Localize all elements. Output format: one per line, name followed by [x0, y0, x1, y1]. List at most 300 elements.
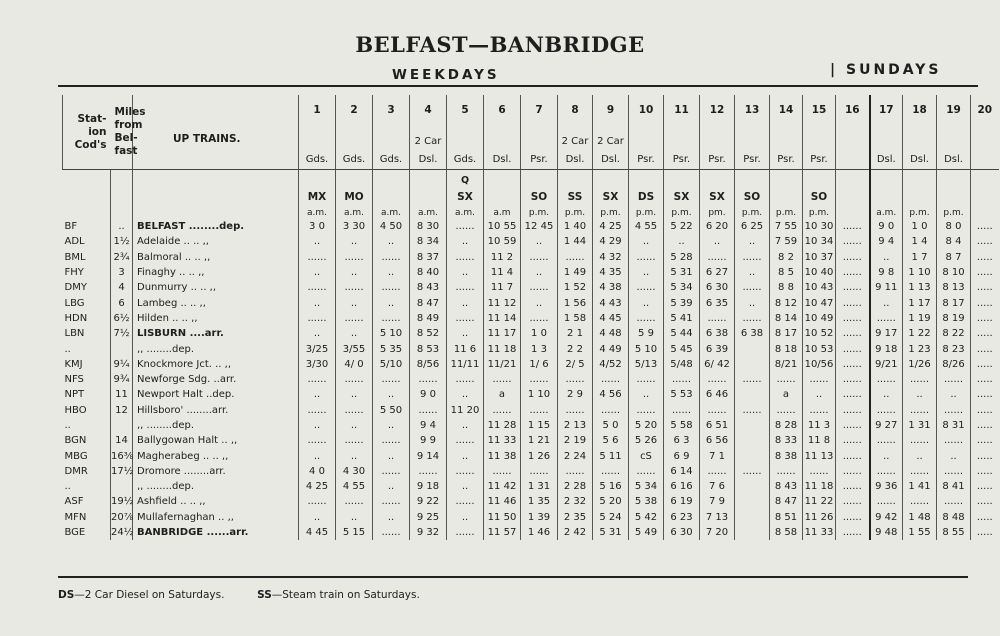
- train-code-3: [373, 188, 410, 206]
- time-cell: ......: [447, 250, 484, 265]
- time-cell: 4 48: [593, 326, 629, 341]
- time-cell: ......: [770, 464, 803, 479]
- train-code-top-14: [770, 170, 803, 189]
- time-cell: 5 28: [664, 250, 700, 265]
- time-cell: 11 42: [484, 479, 521, 494]
- station-code: DMY: [64, 282, 87, 294]
- time-cell: [735, 357, 770, 372]
- time-cell: ..: [521, 265, 558, 280]
- time-cell: 8 10: [937, 265, 971, 280]
- station-name: ,, ........dep.: [133, 479, 299, 494]
- time-cell: ......: [770, 372, 803, 387]
- station-miles: 24½: [111, 525, 133, 540]
- time-cell: 1 31: [903, 418, 937, 433]
- time-cell: 8 30: [410, 219, 447, 234]
- spacer: [133, 188, 299, 206]
- time-cell: 1 52: [558, 280, 593, 295]
- time-cell: 4 30: [336, 464, 373, 479]
- station-row: [63, 326, 999, 341]
- spacer: [111, 206, 133, 219]
- time-cell: 9/21: [870, 357, 903, 372]
- time-cell: 1 55: [903, 525, 937, 540]
- station-row: [63, 357, 999, 372]
- time-cell: 2 2: [558, 341, 593, 356]
- time-cell: .....: [971, 525, 999, 540]
- time-cell: ......: [447, 525, 484, 540]
- time-cell: 6 19: [664, 494, 700, 509]
- station-miles: 7½: [111, 326, 133, 341]
- time-cell: ......: [903, 464, 937, 479]
- train-ampm-8: p.m.: [558, 206, 593, 219]
- station-miles: 1½: [111, 234, 133, 249]
- train-ampm-19: p.m.: [937, 206, 971, 219]
- station-code: ..: [64, 481, 71, 493]
- time-cell: 8 19: [937, 311, 971, 326]
- time-cell: ......: [373, 250, 410, 265]
- train-cars-3: [373, 125, 410, 149]
- time-cell: 9 8: [870, 265, 903, 280]
- time-cell: 1 23: [903, 341, 937, 356]
- time-cell: ......: [629, 403, 664, 418]
- time-cell: 5 31: [664, 265, 700, 280]
- time-cell: 1 21: [521, 433, 558, 448]
- time-cell: 10 37: [803, 250, 836, 265]
- train-code-11: SX: [664, 188, 700, 206]
- station-code: BML: [64, 251, 86, 263]
- time-cell: 8 12: [770, 295, 803, 310]
- train-number-1: 1: [299, 95, 336, 125]
- station-miles: 11: [111, 387, 133, 402]
- station-row: [63, 510, 999, 525]
- train-ampm-1: a.m.: [299, 206, 336, 219]
- time-cell: 11 14: [484, 311, 521, 326]
- footnotes: [58, 589, 420, 601]
- train-type-11: Psr.: [664, 149, 700, 170]
- time-cell: 1 35: [521, 494, 558, 509]
- time-cell: ......: [903, 433, 937, 448]
- time-cell: 1 46: [521, 525, 558, 540]
- direction-header: UP TRAINS.: [133, 95, 299, 170]
- time-cell: 1 13: [903, 280, 937, 295]
- time-cell: 8 22: [937, 326, 971, 341]
- station-code: NFS: [64, 374, 84, 386]
- time-cell: 5 0: [593, 418, 629, 433]
- train-type-6: Dsl.: [484, 149, 521, 170]
- time-cell: 2 28: [558, 479, 593, 494]
- time-cell: 11 17: [484, 326, 521, 341]
- train-code-18: [903, 188, 937, 206]
- time-cell: ..: [299, 295, 336, 310]
- station-miles: ..: [111, 219, 133, 234]
- time-cell: ......: [336, 250, 373, 265]
- time-cell: ......: [700, 403, 735, 418]
- time-cell: ..: [336, 265, 373, 280]
- time-cell: 1 39: [521, 510, 558, 525]
- time-cell: 8 53: [410, 341, 447, 356]
- time-cell: 9 18: [870, 341, 903, 356]
- train-ampm-10: p.m.: [629, 206, 664, 219]
- time-cell: 12 45: [521, 219, 558, 234]
- time-cell: 9 9: [410, 433, 447, 448]
- time-cell: ......: [870, 372, 903, 387]
- time-cell: 11 12: [484, 295, 521, 310]
- time-cell: 8 47: [770, 494, 803, 509]
- time-cell: 5 20: [629, 418, 664, 433]
- time-cell: 10 52: [803, 326, 836, 341]
- train-type-8: Dsl.: [558, 149, 593, 170]
- train-type-17: Dsl.: [870, 149, 903, 170]
- time-cell: 6 20: [700, 219, 735, 234]
- time-cell: .....: [971, 341, 999, 356]
- time-cell: ......: [870, 403, 903, 418]
- train-number-4: 4: [410, 95, 447, 125]
- station-code: BF: [64, 221, 78, 233]
- time-cell: .....: [971, 510, 999, 525]
- time-cell: ......: [373, 525, 410, 540]
- train-type-15: Psr.: [803, 149, 836, 170]
- station-name: Ashfield .. .. ,,: [133, 494, 299, 509]
- time-cell: ......: [629, 311, 664, 326]
- time-cell: ..: [937, 387, 971, 402]
- time-cell: 1 41: [903, 479, 937, 494]
- station-row: [63, 448, 999, 463]
- time-cell: 8 41: [937, 479, 971, 494]
- time-cell: 5 20: [593, 494, 629, 509]
- time-cell: ..: [447, 418, 484, 433]
- time-cell: 1 56: [558, 295, 593, 310]
- time-cell: ......: [447, 464, 484, 479]
- time-cell: 6 46: [700, 387, 735, 402]
- train-code-6: [484, 188, 521, 206]
- footnote-text-ss: —Steam train on Saturdays.: [271, 589, 420, 601]
- time-cell: 9 25: [410, 510, 447, 525]
- time-cell: ..: [629, 265, 664, 280]
- station-row: [63, 464, 999, 479]
- station-row: [63, 433, 999, 448]
- time-cell: 5 24: [593, 510, 629, 525]
- train-number-18: 18: [903, 95, 937, 125]
- time-cell: ......: [521, 372, 558, 387]
- time-cell: 5 44: [664, 326, 700, 341]
- time-cell: 6 30: [664, 525, 700, 540]
- time-cell: 8 52: [410, 326, 447, 341]
- time-cell: ......: [629, 250, 664, 265]
- time-cell: ..: [336, 234, 373, 249]
- time-cell: 6 51: [700, 418, 735, 433]
- train-type-18: Dsl.: [903, 149, 937, 170]
- time-cell: 11 46: [484, 494, 521, 509]
- time-cell: ..: [700, 234, 735, 249]
- time-cell: ......: [336, 280, 373, 295]
- time-cell: 9 27: [870, 418, 903, 433]
- time-cell: 11 20: [447, 403, 484, 418]
- station-miles: [111, 418, 133, 433]
- station-code: BGE: [64, 527, 86, 539]
- time-cell: 2 32: [558, 494, 593, 509]
- time-cell: ......: [836, 357, 870, 372]
- time-cell: ......: [836, 494, 870, 509]
- time-cell: ......: [521, 311, 558, 326]
- station-name: Knockmore Jct. .. ,,: [133, 357, 299, 372]
- time-cell: [735, 525, 770, 540]
- train-code-20: [971, 188, 999, 206]
- spacer: [63, 206, 111, 219]
- station-name: BANBRIDGE ......arr.: [133, 525, 299, 540]
- time-cell: ......: [558, 372, 593, 387]
- time-cell: 8 31: [937, 418, 971, 433]
- train-code-top-10: [629, 170, 664, 189]
- station-code: LBN: [64, 328, 85, 340]
- station-miles: 3: [111, 265, 133, 280]
- station-name: LISBURN ....arr.: [133, 326, 299, 341]
- time-cell: 1 49: [558, 265, 593, 280]
- train-number-3: 3: [373, 95, 410, 125]
- train-cars-14: [770, 125, 803, 149]
- train-code-top-3: [373, 170, 410, 189]
- train-code-4: [410, 188, 447, 206]
- spacer: [133, 170, 299, 189]
- time-cell: [735, 479, 770, 494]
- station-miles: [111, 479, 133, 494]
- train-type-12: Psr.: [700, 149, 735, 170]
- time-cell: 8 17: [937, 295, 971, 310]
- time-cell: 4 32: [593, 250, 629, 265]
- time-cell: [735, 387, 770, 402]
- time-cell: 4 45: [593, 311, 629, 326]
- time-cell: ......: [836, 418, 870, 433]
- time-cell: 9 4: [870, 234, 903, 249]
- time-cell: ......: [410, 372, 447, 387]
- time-cell: 6 38: [700, 326, 735, 341]
- train-cars-2: [336, 125, 373, 149]
- time-cell: ..: [373, 448, 410, 463]
- time-cell: ..: [447, 510, 484, 525]
- time-cell: ......: [521, 464, 558, 479]
- time-cell: 6 38: [735, 326, 770, 341]
- time-cell: ......: [836, 341, 870, 356]
- time-cell: a: [484, 387, 521, 402]
- time-cell: ......: [484, 464, 521, 479]
- station-code: MFN: [64, 511, 87, 523]
- time-cell: .....: [971, 372, 999, 387]
- time-cell: 4 55: [336, 479, 373, 494]
- time-cell: 8 58: [770, 525, 803, 540]
- time-cell: 5 11: [593, 448, 629, 463]
- time-cell: 11 6: [447, 341, 484, 356]
- time-cell: 9 18: [410, 479, 447, 494]
- time-cell: 5 9: [629, 326, 664, 341]
- train-number-8: 8: [558, 95, 593, 125]
- time-cell: 5/13: [629, 357, 664, 372]
- station-miles: 16⅜: [111, 448, 133, 463]
- time-cell: ......: [593, 372, 629, 387]
- time-cell: 5 26: [629, 433, 664, 448]
- time-cell: ......: [836, 464, 870, 479]
- station-row: [63, 387, 999, 402]
- train-number-5: 5: [447, 95, 484, 125]
- station-row: [63, 341, 999, 356]
- time-cell: ..: [937, 448, 971, 463]
- train-ampm-15: p.m.: [803, 206, 836, 219]
- time-cell: 5 45: [664, 341, 700, 356]
- train-code-13: SO: [735, 188, 770, 206]
- train-cars-17: [870, 125, 903, 149]
- time-cell: ..: [903, 387, 937, 402]
- time-cell: 4 35: [593, 265, 629, 280]
- time-cell: ..: [447, 479, 484, 494]
- time-cell: ......: [410, 403, 447, 418]
- time-cell: 8 55: [937, 525, 971, 540]
- time-cell: ..: [521, 295, 558, 310]
- train-ampm-14: p.m.: [770, 206, 803, 219]
- train-number-9: 9: [593, 95, 629, 125]
- time-cell: 4 49: [593, 341, 629, 356]
- time-cell: .....: [971, 219, 999, 234]
- time-cell: 1 4: [903, 234, 937, 249]
- time-cell: 8/26: [937, 357, 971, 372]
- train-number-16: 16: [836, 95, 870, 125]
- footnote-text-ds: —2 Car Diesel on Saturdays.: [74, 589, 225, 601]
- time-cell: ......: [629, 280, 664, 295]
- time-cell: [735, 418, 770, 433]
- time-cell: 8 37: [410, 250, 447, 265]
- time-cell: ......: [836, 265, 870, 280]
- station-row: [63, 219, 999, 234]
- train-type-5: Gds.: [447, 149, 484, 170]
- time-cell: ..: [629, 295, 664, 310]
- time-cell: ......: [836, 234, 870, 249]
- train-cars-11: [664, 125, 700, 149]
- train-ampm-17: a.m.: [870, 206, 903, 219]
- station-code-header: Stat- ion Cod's: [63, 95, 111, 170]
- station-row: [63, 250, 999, 265]
- time-cell: ..: [903, 448, 937, 463]
- time-cell: 8 28: [770, 418, 803, 433]
- time-cell: 10 43: [803, 280, 836, 295]
- time-cell: 11 26: [803, 510, 836, 525]
- station-row: [63, 234, 999, 249]
- train-ampm-6: a.m: [484, 206, 521, 219]
- time-cell: 11 38: [484, 448, 521, 463]
- time-cell: 5 6: [593, 433, 629, 448]
- time-cell: ......: [664, 372, 700, 387]
- time-cell: 6 25: [735, 219, 770, 234]
- train-type-14: Psr.: [770, 149, 803, 170]
- time-cell: ......: [836, 510, 870, 525]
- time-cell: ..: [373, 479, 410, 494]
- station-name: Ballygowan Halt .. ,,: [133, 433, 299, 448]
- time-cell: ..: [373, 265, 410, 280]
- time-cell: 8 48: [937, 510, 971, 525]
- time-cell: 11 3: [803, 418, 836, 433]
- time-cell: ......: [447, 219, 484, 234]
- time-cell: .....: [971, 479, 999, 494]
- train-cars-10: [629, 125, 664, 149]
- time-cell: 1/26: [903, 357, 937, 372]
- train-code-top-13: [735, 170, 770, 189]
- time-cell: 2/ 5: [558, 357, 593, 372]
- station-code: HDN: [64, 312, 88, 324]
- time-cell: 6 30: [700, 280, 735, 295]
- time-cell: 8 33: [770, 433, 803, 448]
- time-cell: 9 0: [410, 387, 447, 402]
- station-miles: 9¼: [111, 357, 133, 372]
- time-cell: 5 16: [593, 479, 629, 494]
- time-cell: 10 59: [484, 234, 521, 249]
- time-cell: 11 22: [803, 494, 836, 509]
- train-number-10: 10: [629, 95, 664, 125]
- train-cars-7: [521, 125, 558, 149]
- time-cell: ......: [836, 479, 870, 494]
- train-ampm-13: p.m.: [735, 206, 770, 219]
- timetable: [62, 95, 999, 540]
- time-cell: ..: [447, 234, 484, 249]
- time-cell: ..: [299, 387, 336, 402]
- time-cell: 8/56: [410, 357, 447, 372]
- train-ampm-11: p.m.: [664, 206, 700, 219]
- time-cell: ..: [870, 295, 903, 310]
- station-row: [63, 372, 999, 387]
- train-number-7: 7: [521, 95, 558, 125]
- time-cell: ......: [299, 311, 336, 326]
- top-rule: [58, 85, 978, 87]
- spacer: [111, 170, 133, 189]
- train-code-7: SO: [521, 188, 558, 206]
- station-code: FHY: [64, 267, 84, 279]
- time-cell: [735, 341, 770, 356]
- train-code-top-18: [903, 170, 937, 189]
- time-cell: 10/56: [803, 357, 836, 372]
- time-cell: ..: [373, 510, 410, 525]
- time-cell: [735, 510, 770, 525]
- train-number-15: 15: [803, 95, 836, 125]
- station-name: Hillsboro' ........arr.: [133, 403, 299, 418]
- time-cell: 8 34: [410, 234, 447, 249]
- time-cell: ......: [336, 433, 373, 448]
- time-cell: 1 7: [903, 250, 937, 265]
- time-cell: ..: [447, 326, 484, 341]
- time-cell: ......: [447, 494, 484, 509]
- train-type-10: Psr.: [629, 149, 664, 170]
- time-cell: ......: [735, 403, 770, 418]
- station-row: [63, 525, 999, 540]
- station-row: [63, 479, 999, 494]
- train-code-8: SS: [558, 188, 593, 206]
- time-cell: 8 51: [770, 510, 803, 525]
- station-row: [63, 265, 999, 280]
- time-cell: ......: [373, 372, 410, 387]
- time-cell: ......: [836, 250, 870, 265]
- time-cell: ......: [336, 403, 373, 418]
- page-title: BELFAST—BANBRIDGE: [355, 32, 645, 57]
- spacer: [63, 188, 111, 206]
- footnote-code-ss: SS: [257, 589, 272, 601]
- time-cell: 5 39: [664, 295, 700, 310]
- train-ampm-12: pm.: [700, 206, 735, 219]
- time-cell: 10 53: [803, 341, 836, 356]
- station-miles: 9¾: [111, 372, 133, 387]
- time-cell: ..: [299, 265, 336, 280]
- time-cell: 7 59: [770, 234, 803, 249]
- time-cell: ..: [447, 295, 484, 310]
- time-cell: 8 43: [410, 280, 447, 295]
- time-cell: 5/10: [373, 357, 410, 372]
- time-cell: ..: [299, 448, 336, 463]
- header-row-ampm: [63, 206, 999, 219]
- train-code-top-5: Q: [447, 170, 484, 189]
- time-cell: ..: [373, 387, 410, 402]
- time-cell: 8 7: [937, 250, 971, 265]
